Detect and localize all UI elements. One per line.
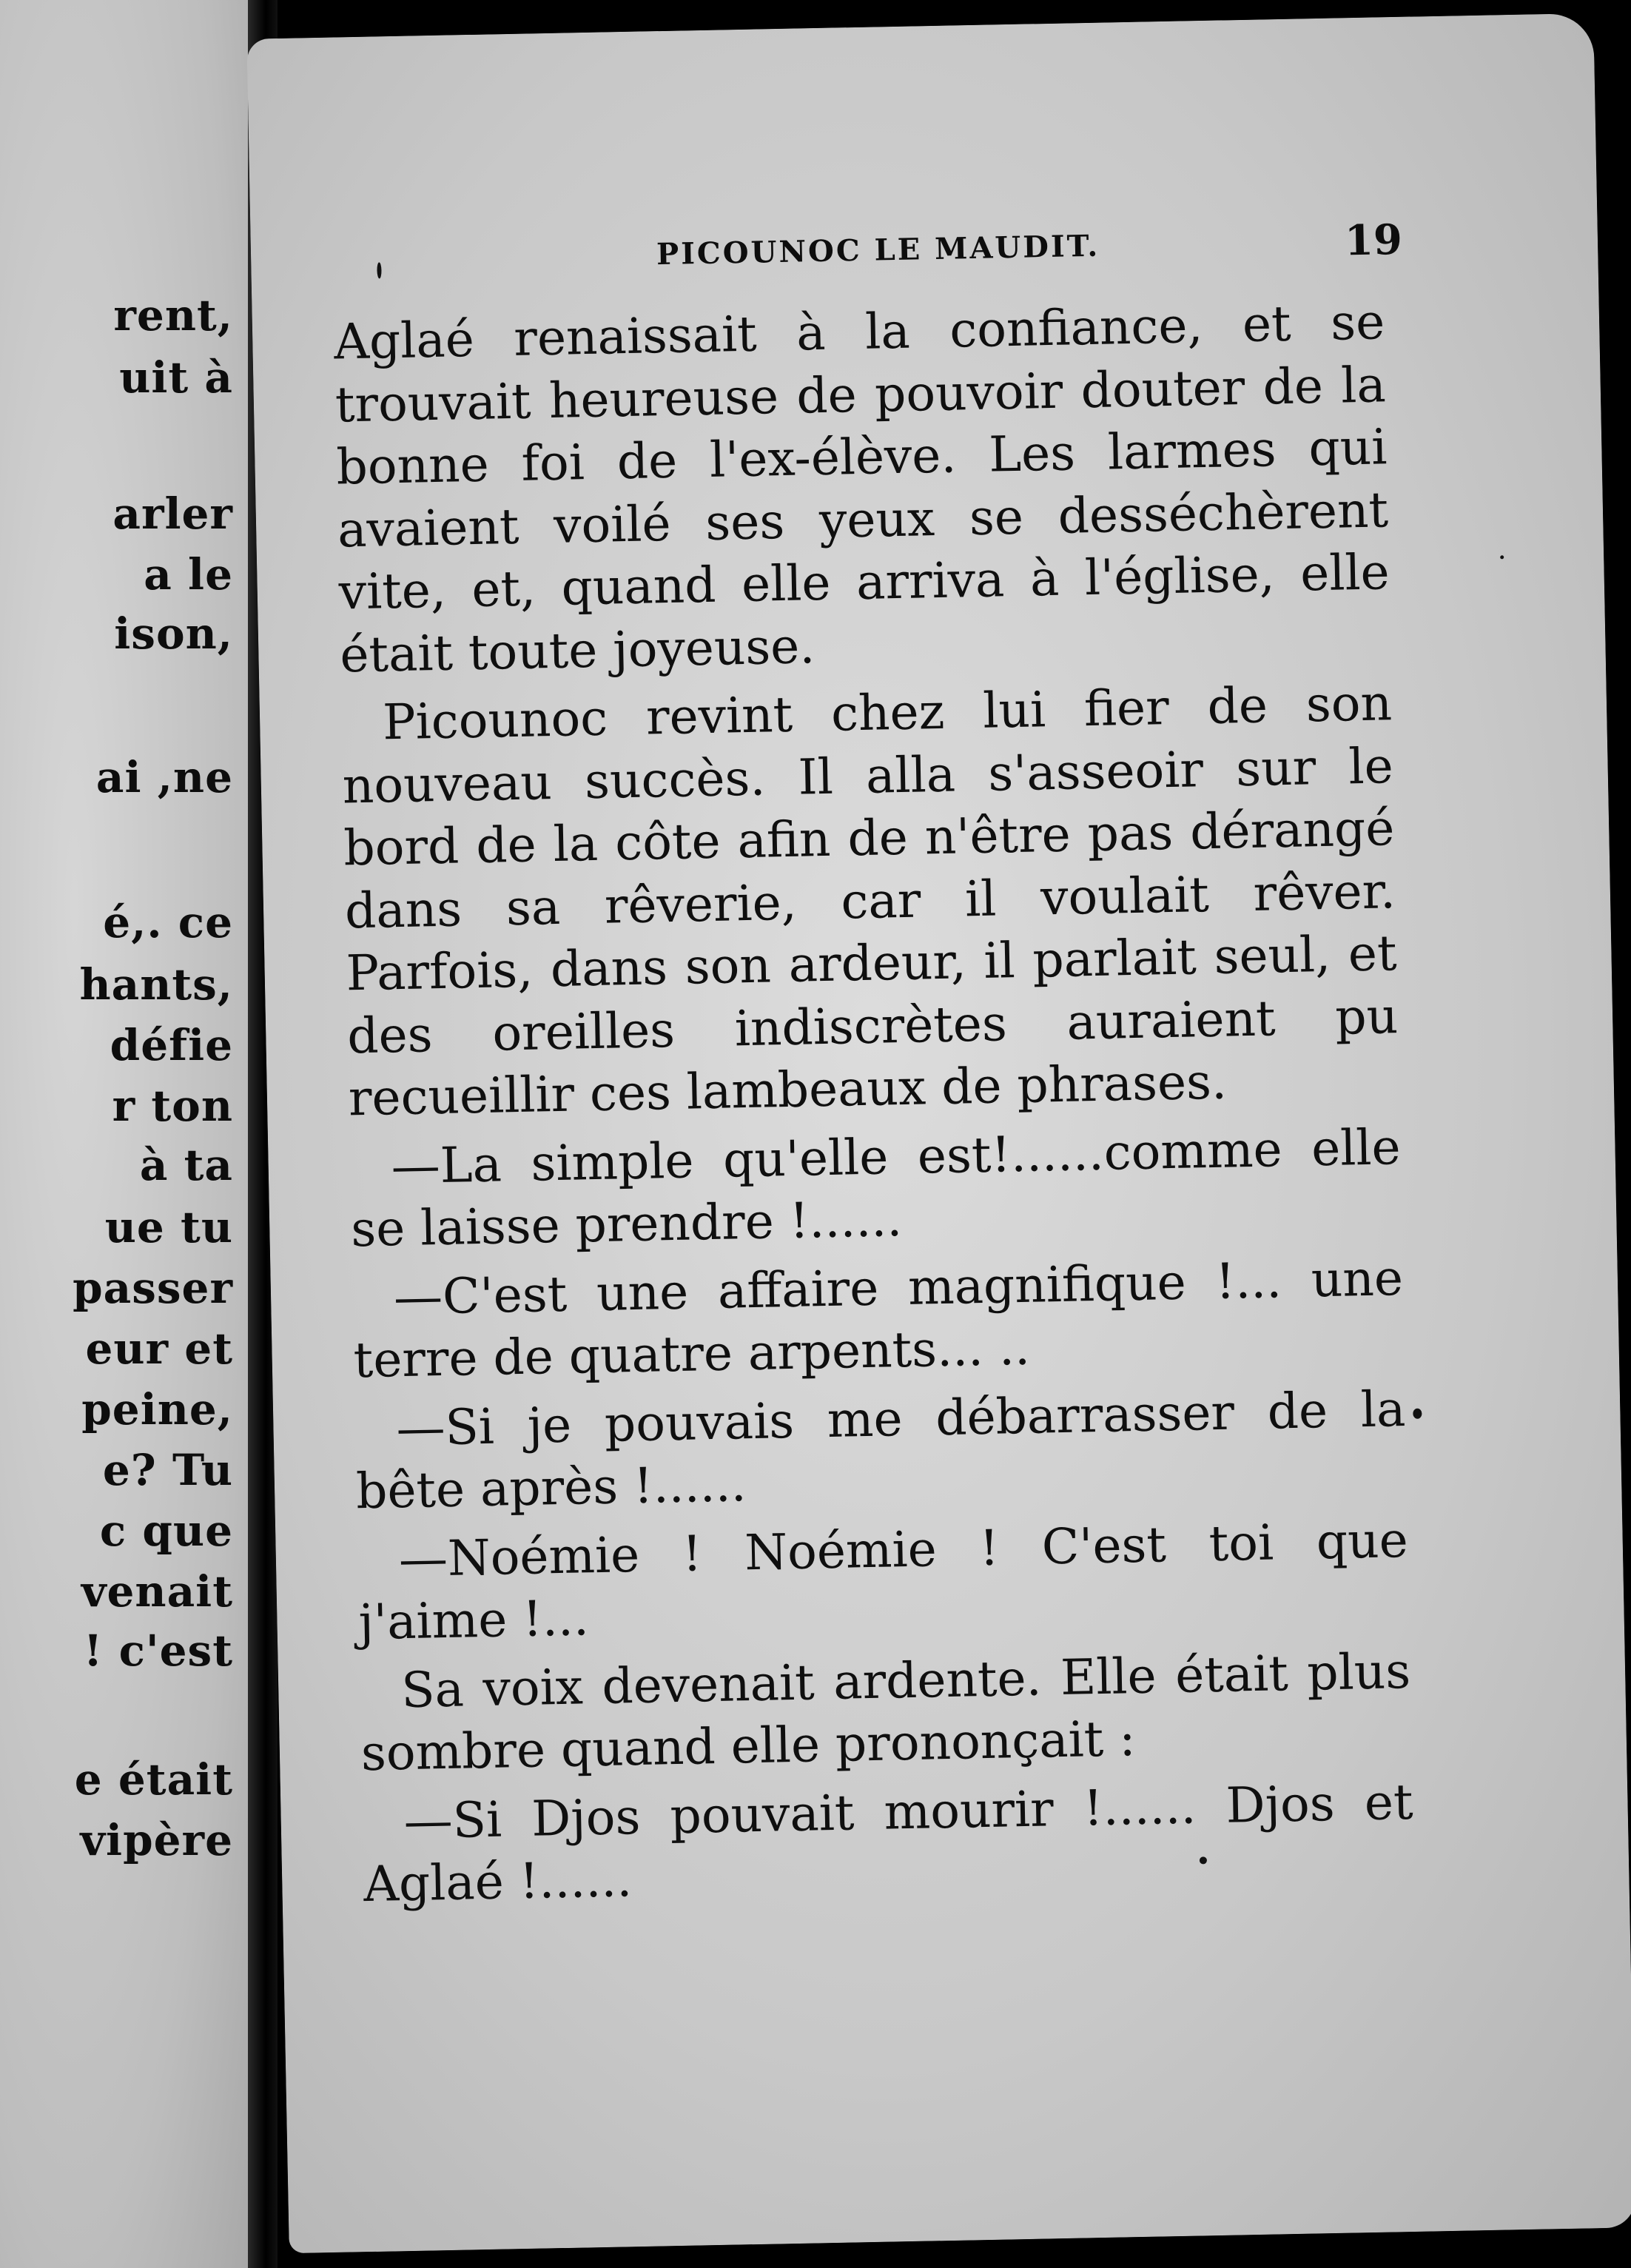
ink-speck	[1500, 555, 1504, 559]
facing-page-line: e? Tu	[102, 1445, 233, 1495]
facing-page-line: venait	[81, 1566, 233, 1617]
body-text	[334, 291, 1416, 1922]
paragraph: Aglaé renaissait à la confiance, et se trouvait heureuse de pouvoir douter de la bonne foi de l'ex-élève. Les larmes qui avaient voilé ses yeux se desséchèrent vite, et, quand elle arriva à l'église, elle était toute joyeuse.	[333, 293, 1390, 683]
facing-page-line: passer	[73, 1263, 233, 1313]
facing-page	[0, 0, 248, 2268]
dialogue-line: —Si je pouvais me débarrasser de la bête après !......	[355, 1380, 1406, 1520]
dialogue-line: —Si Djos pouvait mourir !...... Djos et Aglaé !......	[363, 1773, 1414, 1913]
facing-page-line: hants,	[79, 959, 233, 1010]
facing-page-line: é,. ce	[103, 897, 233, 947]
dialogue-line: —Noémie ! Noémie ! C'est toi que j'aime !...	[357, 1511, 1409, 1651]
facing-page-line: peine,	[81, 1384, 233, 1435]
facing-page-line: ue tu	[104, 1202, 233, 1252]
page-number: 19	[1344, 215, 1403, 266]
running-head: PICOUNOC LE MAUDIT.	[656, 228, 1100, 272]
ink-speck	[377, 262, 381, 278]
facing-page-line: r ton	[112, 1081, 233, 1131]
facing-page-line: à ta	[139, 1140, 233, 1190]
facing-page-line: a le	[144, 549, 233, 600]
paragraph: Picounoc revint chez lui fier de son nouveau succès. Il alla s'asseoir sur le bord de la côte afin de n'être pas dérangé dans sa rêverie, car il voulait rêver. Parfois, dans son ardeur, il parlait seul, et des oreilles indiscrètes auraient pu recueillir ces lambeaux de phrases.	[342, 674, 1399, 1127]
ink-speck	[1413, 1409, 1422, 1419]
facing-page-line: vipère	[80, 1815, 233, 1865]
facing-page-line: arler	[112, 489, 233, 539]
dialogue-line: —La simple qu'elle est!......comme elle se laisse prendre !......	[350, 1118, 1402, 1258]
book-page	[246, 13, 1631, 2253]
facing-page-line: ison,	[114, 608, 233, 659]
facing-page-line: défie	[110, 1020, 233, 1070]
paragraph: Sa voix devenait ardente. Elle était plus sombre quand elle prononçait :	[360, 1642, 1411, 1782]
facing-page-line: e était	[74, 1754, 233, 1805]
facing-page-line: ai ,ne	[95, 752, 233, 802]
facing-page-line: c que	[99, 1506, 233, 1556]
facing-page-line: rent,	[113, 290, 233, 340]
facing-page-line: eur et	[85, 1323, 233, 1374]
facing-page-line: ! c'est	[83, 1625, 233, 1676]
dialogue-line: —C'est une affaire magnifique !... une terre de quatre arpents... ..	[353, 1249, 1404, 1389]
facing-page-line: uit à	[119, 352, 233, 403]
